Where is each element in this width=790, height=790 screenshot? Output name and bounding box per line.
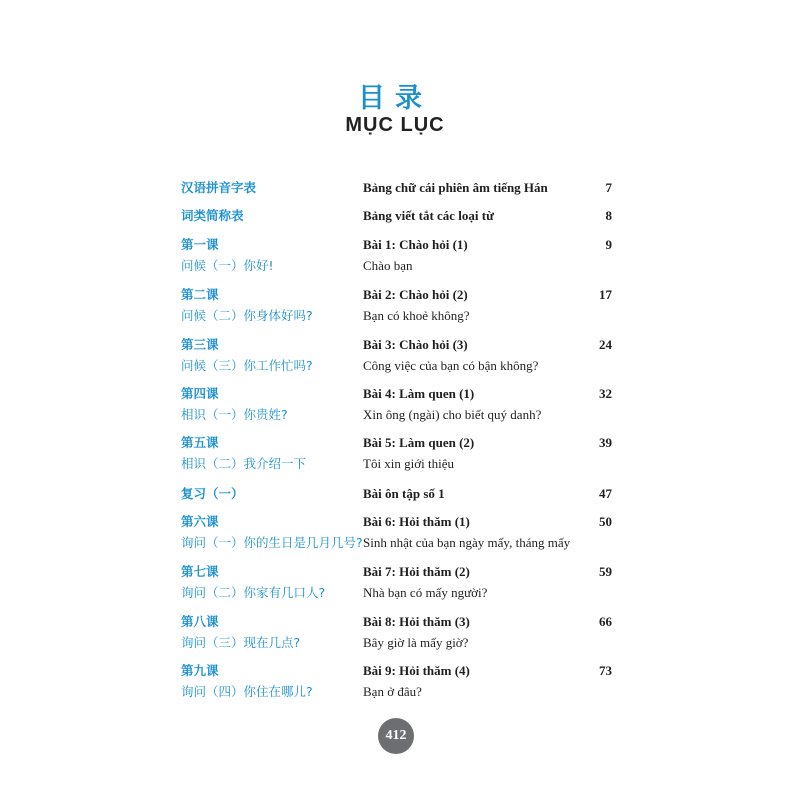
toc-entry-vietnamese-title: Bài 7: Hỏi thăm (2) xyxy=(363,564,470,579)
toc-entry-vietnamese-title: Bài ôn tập số 1 xyxy=(363,486,445,501)
toc-entry-chinese-subtitle: 询问（二）你家有几口人? xyxy=(181,585,326,600)
toc-entry-chinese-title: 汉语拼音字表 xyxy=(181,180,257,195)
toc-entry-page-number: 17 xyxy=(599,287,612,302)
toc-entry-page-number: 9 xyxy=(605,237,612,252)
toc-entry-chinese-subtitle: 相识（一）你贵姓? xyxy=(181,407,288,422)
toc-entry-vietnamese-subtitle: Tôi xin giới thiệu xyxy=(363,456,455,471)
toc-entry-chinese-subtitle: 相识（二）我介绍一下 xyxy=(181,456,307,471)
toc-entry-chinese-subtitle: 问候（二）你身体好吗? xyxy=(181,308,313,323)
toc-entry-vietnamese-title: Bảng chữ cái phiên âm tiếng Hán xyxy=(363,180,548,195)
toc-entry-vietnamese-subtitle: Nhà bạn có mấy người? xyxy=(363,585,488,600)
toc-entry-page-number: 39 xyxy=(599,435,612,450)
toc-entry-chinese-subtitle: 问候（一）你好! xyxy=(181,258,274,273)
toc-entry-chinese-title: 词类简称表 xyxy=(181,208,244,223)
toc-entry-vietnamese-subtitle: Bạn có khoẻ không? xyxy=(363,308,470,323)
toc-entry-vietnamese-subtitle: Bạn ở đâu? xyxy=(363,684,422,699)
toc-entry-page-number: 59 xyxy=(599,564,612,579)
page-title-vietnamese: MỤC LỤC xyxy=(345,114,445,136)
toc-entry-chinese-title: 复习（一） xyxy=(181,486,244,501)
toc-entry-chinese-title: 第八课 xyxy=(181,614,219,629)
toc-entry-vietnamese-title: Bài 6: Hỏi thăm (1) xyxy=(363,514,470,529)
toc-entry-vietnamese-subtitle: Công việc của bạn có bận không? xyxy=(363,358,539,373)
toc-entry-chinese-title: 第一课 xyxy=(181,237,219,252)
toc-entry-chinese-title: 第三课 xyxy=(181,337,219,352)
toc-entry-vietnamese-title: Bài 2: Chào hỏi (2) xyxy=(363,287,468,302)
toc-entry-chinese-subtitle: 询问（一）你的生日是几月几号? xyxy=(181,535,363,550)
toc-entry-chinese-title: 第六课 xyxy=(181,514,219,529)
toc-entry-chinese-title: 第二课 xyxy=(181,287,219,302)
toc-entry-chinese-subtitle: 询问（三）现在几点? xyxy=(181,635,301,650)
toc-entry-chinese-title: 第七课 xyxy=(181,564,219,579)
toc-entry-page-number: 24 xyxy=(599,337,612,352)
page-number-badge: 412 xyxy=(378,718,414,754)
toc-entry-chinese-subtitle: 询问（四）你住在哪儿? xyxy=(181,684,313,699)
toc-entry-page-number: 73 xyxy=(599,663,612,678)
toc-entry-chinese-subtitle: 问候（三）你工作忙吗? xyxy=(181,358,313,373)
toc-entry-vietnamese-subtitle: Xin ông (ngài) cho biết quý danh? xyxy=(363,407,542,422)
toc-entry-page-number: 50 xyxy=(599,514,612,529)
toc-entry-vietnamese-title: Bài 9: Hỏi thăm (4) xyxy=(363,663,470,678)
toc-entry-vietnamese-title: Bài 8: Hỏi thăm (3) xyxy=(363,614,470,629)
toc-entry-chinese-title: 第五课 xyxy=(181,435,219,450)
toc-entry-chinese-title: 第四课 xyxy=(181,386,219,401)
toc-entry-vietnamese-title: Bài 4: Làm quen (1) xyxy=(363,386,475,401)
toc-entry-chinese-title: 第九课 xyxy=(181,663,219,678)
toc-entry-page-number: 8 xyxy=(605,208,612,223)
toc-entry-page-number: 7 xyxy=(605,180,612,195)
toc-entry-page-number: 66 xyxy=(599,614,612,629)
page-title-chinese: 目录 xyxy=(358,83,432,114)
toc-entry-vietnamese-subtitle: Bây giờ là mấy giờ? xyxy=(363,635,469,650)
toc-entry-page-number: 47 xyxy=(599,486,612,501)
toc-entry-vietnamese-title: Bài 5: Làm quen (2) xyxy=(363,435,475,450)
toc-entry-vietnamese-title: Bảng viết tắt các loại từ xyxy=(363,208,494,223)
toc-entry-vietnamese-subtitle: Sinh nhật của bạn ngày mấy, tháng mấy xyxy=(363,535,571,550)
toc-entry-vietnamese-title: Bài 3: Chào hỏi (3) xyxy=(363,337,468,352)
toc-entry-page-number: 32 xyxy=(599,386,612,401)
toc-entry-vietnamese-subtitle: Chào bạn xyxy=(363,258,413,273)
toc-entry-vietnamese-title: Bài 1: Chào hỏi (1) xyxy=(363,237,468,252)
